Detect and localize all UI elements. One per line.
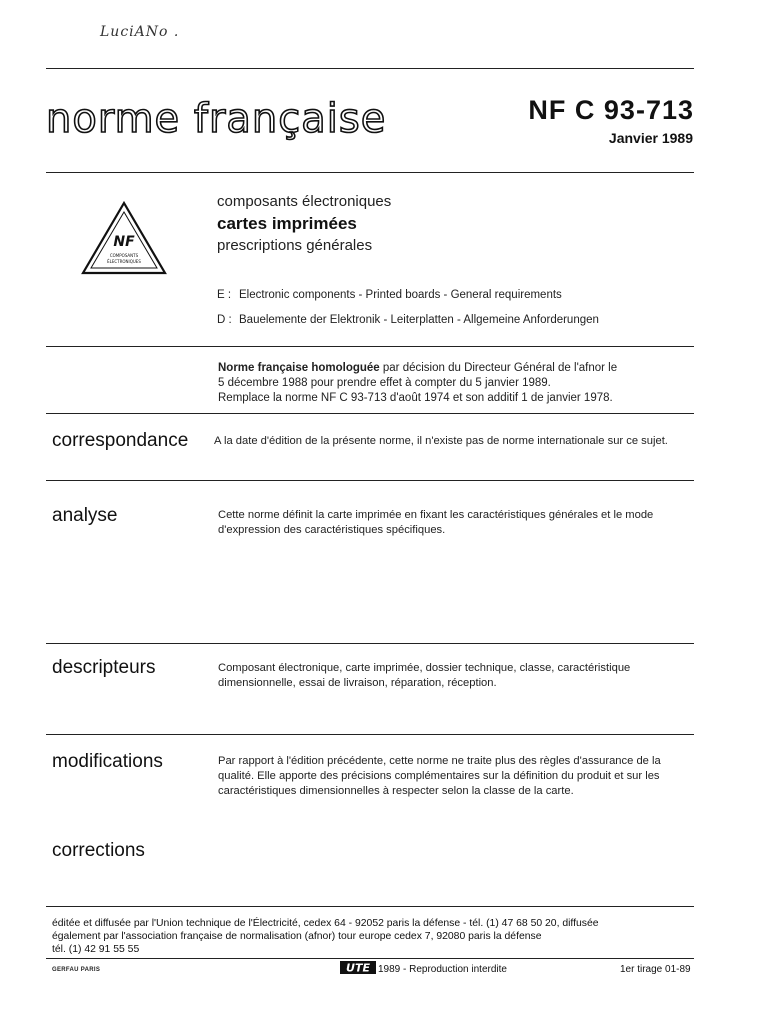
publisher-line-2: également par l'association française de normalisation (afnor) tour europe cedex 7, 92080 paris la défense xyxy=(52,931,542,942)
nf-mark: NF xyxy=(113,234,135,250)
rule xyxy=(46,413,694,414)
section-label-analyse: analyse xyxy=(52,505,118,526)
section-label-descripteurs: descripteurs xyxy=(52,657,156,678)
rule xyxy=(46,643,694,644)
handwritten-note: LuciANo . xyxy=(100,24,180,40)
translation-lang: D : xyxy=(217,314,232,326)
translation-text: Bauelemente der Elektronik - Leiterplatten - Allgemeine Anforderungen xyxy=(239,314,599,326)
homologation-line2: 5 décembre 1988 pour prendre effet à compter du 5 janvier 1989. xyxy=(218,377,551,389)
section-text-analyse: Cette norme définit la carte imprimée en fixant les caractéristiques générales et le mode d'expression des caractéristiques spécifiques. xyxy=(218,509,654,536)
rule xyxy=(46,346,694,347)
homologation-lead: Norme française homologuée xyxy=(218,362,380,374)
rule xyxy=(46,734,694,735)
translation-text: Electronic components - Printed boards - General requirements xyxy=(239,289,562,301)
section-text-descripteurs: Composant électronique, carte imprimée, dossier technique, classe, caractéristique dimensionnelle, essai de livraison, réparation, réception. xyxy=(218,662,631,689)
header-top-rule xyxy=(46,68,694,69)
section-text-modifications: Par rapport à l'édition précédente, cette norme ne traite plus des règles d'assurance de la qualité. Elle apporte des précisions complémentaires sur la définition du produit et sur les caractéristiques dimensionnelles à respecter selon la classe de la carte. xyxy=(218,755,661,797)
section-text-correspondance: A la date d'édition de la présente norme, il n'existe pas de norme internationale sur ce sujet. xyxy=(214,435,668,447)
copyright-notice: 1989 - Reproduction interdite xyxy=(378,964,507,975)
printer-name: GERFAU PARIS xyxy=(52,967,101,973)
subject-line-1: composants électroniques xyxy=(217,193,392,210)
publisher-line-1: éditée et diffusée par l'Union technique de l'Électricité, cedex 64 - 92052 paris la défense - tél. (1) 47 68 50 20, diffusée xyxy=(52,918,599,929)
homologation-line1: par décision du Directeur Général de l'afnor le xyxy=(379,362,618,374)
standard-date: Janvier 1989 xyxy=(608,130,693,146)
translation-english xyxy=(217,289,562,301)
section-label-correspondance: correspondance xyxy=(52,430,189,451)
publisher-info xyxy=(52,917,702,956)
brand-title: norme française xyxy=(46,96,387,142)
homologation-line3: Remplace la norme NF C 93-713 d'août 1974 et son additif 1 de janvier 1978. xyxy=(218,392,613,404)
ute-logo-text: UTE xyxy=(346,961,370,974)
standard-number: NF C 93-713 xyxy=(528,95,694,125)
header-bottom-rule xyxy=(46,172,694,173)
logo-caption-1: COMPOSANTS xyxy=(109,253,139,258)
ute-logo xyxy=(340,961,376,974)
subject-line-2: cartes imprimées xyxy=(217,214,357,233)
translation-german xyxy=(217,314,599,326)
nf-certification-logo xyxy=(80,200,168,276)
section-label-modifications: modifications xyxy=(52,751,163,772)
logo-caption-2: ÉLECTRONIQUES xyxy=(107,259,141,264)
section-label-corrections: corrections xyxy=(52,840,145,861)
subject-line-3: prescriptions générales xyxy=(217,237,373,254)
translation-lang: E : xyxy=(217,289,232,301)
footer-bottom-rule xyxy=(46,958,694,959)
publisher-line-3: tél. (1) 42 91 55 55 xyxy=(52,944,140,955)
printing-edition: 1er tirage 01-89 xyxy=(620,964,691,975)
homologation-notice xyxy=(218,361,698,406)
rule xyxy=(46,480,694,481)
footer-top-rule xyxy=(46,906,694,907)
